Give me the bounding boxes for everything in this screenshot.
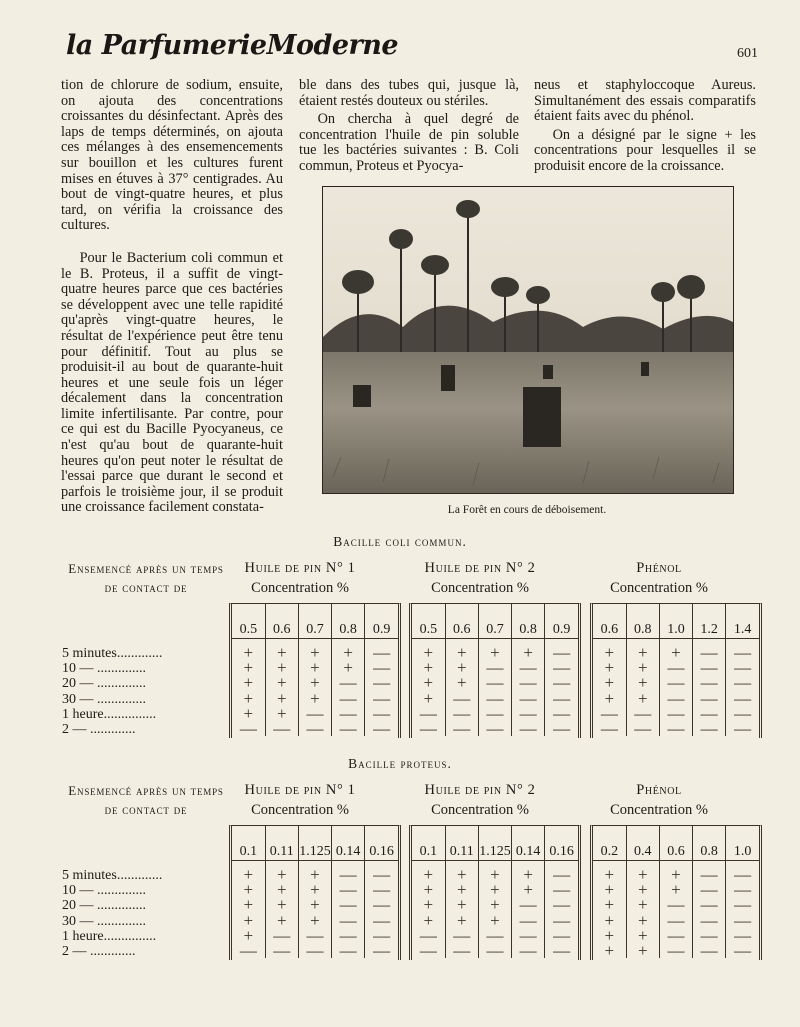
growth-mark: + <box>604 941 615 961</box>
growth-mark: + <box>445 867 478 882</box>
growth-mark: + <box>423 910 434 930</box>
row-header-label: Ensemencé après un temps de contact de <box>68 783 224 817</box>
section-title: Bacille proteus. <box>348 756 452 771</box>
no-growth-mark: — <box>332 867 365 882</box>
paragraph: neus et staphyloccoque Aureus. Simultanément des essais comparatifs étaient faits avec du phénol. <box>534 77 756 125</box>
concentration-value: 0.6 <box>265 604 298 639</box>
no-growth-mark: — <box>365 913 398 928</box>
no-growth-mark: — <box>478 706 511 721</box>
no-growth-mark: — <box>365 943 398 958</box>
group-title: Huile de pin N° 2 <box>424 782 536 798</box>
results-grid <box>232 604 398 739</box>
no-growth-mark: — <box>726 928 759 943</box>
concentration-value: 1.0 <box>659 604 692 639</box>
no-growth-mark: — <box>512 897 545 912</box>
growth-mark: + <box>604 673 615 693</box>
no-growth-mark: — <box>545 721 578 736</box>
no-growth-mark: — <box>365 721 398 736</box>
concentration-header-row <box>232 826 398 861</box>
group-header <box>390 780 570 820</box>
no-growth-mark: — <box>659 928 692 943</box>
growth-mark: + <box>604 643 615 662</box>
no-growth-mark: — <box>726 706 759 721</box>
group-title: Phénol <box>636 560 682 576</box>
concentration-label: Concentration % <box>431 580 529 596</box>
no-growth-mark: — <box>419 703 437 723</box>
concentration-header-row <box>593 604 759 639</box>
growth-mark: + <box>298 867 331 882</box>
no-growth-mark: — <box>445 721 478 736</box>
concentration-value: 0.7 <box>478 604 511 639</box>
group-header <box>210 780 390 820</box>
time-row-label: 5 minutes............. <box>62 646 163 661</box>
no-growth-mark: — <box>693 721 726 736</box>
concentration-header-row <box>593 826 759 861</box>
growth-mark: + <box>423 688 434 708</box>
no-growth-mark: — <box>693 897 726 912</box>
no-growth-mark: — <box>693 645 726 660</box>
no-growth-mark: — <box>726 645 759 660</box>
no-growth-mark: — <box>659 721 692 736</box>
paragraph: ble dans des tubes qui, jusque là, étaient restés douteux ou stériles. <box>299 77 519 109</box>
no-growth-mark: — <box>726 882 759 897</box>
growth-mark: + <box>243 880 254 900</box>
growth-mark: + <box>604 865 615 884</box>
no-growth-mark: — <box>365 706 398 721</box>
no-growth-mark: — <box>332 897 365 912</box>
growth-mark: + <box>423 895 434 915</box>
no-growth-mark: — <box>659 913 692 928</box>
no-growth-mark: — <box>365 645 398 660</box>
concentration-value: 0.8 <box>693 826 726 861</box>
concentration-value: 0.16 <box>365 826 398 861</box>
concentration-value: 0.4 <box>626 826 659 861</box>
growth-mark: + <box>445 660 478 675</box>
growth-mark: + <box>626 928 659 943</box>
no-growth-mark: — <box>545 675 578 690</box>
growth-mark: + <box>659 882 692 897</box>
growth-mark: + <box>478 867 511 882</box>
no-growth-mark: — <box>626 721 659 736</box>
time-row-label: 30 — .............. <box>62 691 146 707</box>
no-growth-mark: — <box>332 691 365 706</box>
no-growth-mark: — <box>600 703 618 723</box>
no-growth-mark: — <box>265 928 298 943</box>
concentration-value: 0.14 <box>332 826 365 861</box>
growth-mark: + <box>626 675 659 690</box>
no-growth-mark: — <box>726 691 759 706</box>
no-growth-mark: — <box>659 691 692 706</box>
growth-mark: + <box>298 882 331 897</box>
photo-caption: La Forêt en cours de déboisement. <box>447 504 607 516</box>
no-growth-mark: — <box>478 675 511 690</box>
growth-mark: + <box>478 645 511 660</box>
no-growth-mark: — <box>365 882 398 897</box>
concentration-value: 0.14 <box>512 826 545 861</box>
no-growth-mark: — <box>239 941 257 961</box>
no-growth-mark: — <box>298 928 331 943</box>
results-table <box>590 825 762 960</box>
time-row-label: 2 — ............. <box>62 721 136 737</box>
growth-mark: + <box>243 658 254 678</box>
time-row-label: 20 — .............. <box>62 898 146 914</box>
no-growth-mark: — <box>332 882 365 897</box>
no-growth-mark: — <box>726 675 759 690</box>
no-growth-mark: — <box>265 721 298 736</box>
no-growth-mark: — <box>545 660 578 675</box>
no-growth-mark: — <box>659 897 692 912</box>
concentration-value: 0.8 <box>512 604 545 639</box>
no-growth-mark: — <box>298 943 331 958</box>
no-growth-mark: — <box>332 943 365 958</box>
growth-mark: + <box>243 910 254 930</box>
no-growth-mark: — <box>600 719 618 739</box>
growth-mark: + <box>243 643 254 662</box>
no-growth-mark: — <box>726 943 759 958</box>
results-grid <box>593 826 759 961</box>
no-growth-mark: — <box>545 882 578 897</box>
page-number: 601 <box>737 46 758 61</box>
group-title: Phénol <box>636 782 682 798</box>
growth-mark: + <box>626 867 659 882</box>
growth-mark: + <box>478 913 511 928</box>
concentration-value: 0.9 <box>365 604 398 639</box>
concentration-label: Concentration % <box>251 580 349 596</box>
concentration-header-row <box>412 604 578 639</box>
row-header-label: Ensemencé après un temps de contact de <box>68 561 224 595</box>
paragraph: tion de chlorure de sodium, ensuite, on ajouta des concentrations croissantes du désinfectant. Après des laps de temps déterminés, on ajouta ces mélanges à des ensemencements sur bouillon et les cultures furent mises en étuves à 37° centigrades. Au bout de vingt-quatre heures, et plus tard, on vérifia la croissance des cultures. <box>61 77 283 234</box>
growth-mark: + <box>604 688 615 708</box>
group-header <box>210 558 390 598</box>
results-grid <box>412 826 578 961</box>
growth-mark: + <box>478 897 511 912</box>
no-growth-mark: — <box>545 913 578 928</box>
no-growth-mark: — <box>545 897 578 912</box>
concentration-label: Concentration % <box>610 802 708 818</box>
time-row-label: 10 — .............. <box>62 661 146 677</box>
concentration-value: 0.5 <box>412 604 445 639</box>
results-grid <box>412 604 578 739</box>
text-column-2 <box>299 78 519 175</box>
growth-mark: + <box>626 882 659 897</box>
no-growth-mark: — <box>512 913 545 928</box>
growth-mark: + <box>298 913 331 928</box>
growth-mark: + <box>626 645 659 660</box>
no-growth-mark: — <box>419 719 437 739</box>
growth-mark: + <box>478 882 511 897</box>
growth-mark: + <box>445 675 478 690</box>
group-header <box>390 558 570 598</box>
growth-mark: + <box>243 673 254 693</box>
no-growth-mark: — <box>365 691 398 706</box>
no-growth-mark: — <box>726 660 759 675</box>
time-row-labels <box>62 646 220 737</box>
no-growth-mark: — <box>332 721 365 736</box>
concentration-value: 0.1 <box>232 826 265 861</box>
time-row-label: 5 minutes............. <box>62 868 163 883</box>
concentration-label: Concentration % <box>610 580 708 596</box>
time-row-label: 30 — .............. <box>62 913 146 929</box>
no-growth-mark: — <box>478 691 511 706</box>
no-growth-mark: — <box>545 867 578 882</box>
paragraph: On chercha à quel degré de concentration l'huile de pin soluble tue les bactéries suivantes : B. Coli commun, Proteus et Pyocya- <box>299 111 519 174</box>
group-title: Huile de pin N° 2 <box>424 560 536 576</box>
growth-mark: + <box>423 673 434 693</box>
growth-mark: + <box>423 643 434 662</box>
growth-mark: + <box>604 910 615 930</box>
growth-mark: + <box>445 645 478 660</box>
growth-mark: + <box>626 943 659 958</box>
growth-mark: + <box>298 660 331 675</box>
no-growth-mark: — <box>693 913 726 928</box>
no-growth-mark: — <box>693 928 726 943</box>
no-growth-mark: — <box>478 943 511 958</box>
no-growth-mark: — <box>445 928 478 943</box>
concentration-value: 1.125 <box>298 826 331 861</box>
table-row <box>593 721 759 736</box>
no-growth-mark: — <box>726 867 759 882</box>
group-header <box>569 780 749 820</box>
no-growth-mark: — <box>726 897 759 912</box>
no-growth-mark: — <box>693 943 726 958</box>
no-growth-mark: — <box>545 943 578 958</box>
time-row-label: 1 heure............... <box>62 706 157 722</box>
no-growth-mark: — <box>545 691 578 706</box>
no-growth-mark: — <box>365 928 398 943</box>
growth-mark: + <box>604 925 615 945</box>
no-growth-mark: — <box>693 691 726 706</box>
growth-mark: + <box>604 895 615 915</box>
growth-mark: + <box>298 691 331 706</box>
results-table <box>409 825 581 960</box>
concentration-value: 0.8 <box>332 604 365 639</box>
masthead-logo: la ParfumerieModerne <box>66 30 399 61</box>
results-grid <box>593 604 759 739</box>
no-growth-mark: — <box>478 928 511 943</box>
paragraph: Pour le Bacterium coli commun et le B. Proteus, il a suffit de vingt-quatre heures parce que ces bactéries se développent avec une telle rapidité qu'après vingt-quatre heures, le résultat de l'expérience peut être tenu pour définitif. Tout au plus se produisit-il au bout de quarante-huit heures et une seule fois un léger décalement dans la concentration limite infertilisante. Par contre, pour ce qui est du Bacille Pyocyaneus, ce n'est qu'au bout de quarante-huit heures qu'on peut noter le résultat de l'essai parce que durant le second et parfois le troisième jour, il se produit une croissance facilement constata- <box>61 249 283 516</box>
no-growth-mark: — <box>332 913 365 928</box>
growth-mark: + <box>604 880 615 900</box>
concentration-value: 0.16 <box>545 826 578 861</box>
concentration-value: 1.2 <box>693 604 726 639</box>
no-growth-mark: — <box>512 721 545 736</box>
no-growth-mark: — <box>298 706 331 721</box>
concentration-label: Concentration % <box>431 802 529 818</box>
no-growth-mark: — <box>445 943 478 958</box>
table-row <box>412 943 578 958</box>
no-growth-mark: — <box>512 928 545 943</box>
growth-mark: + <box>265 867 298 882</box>
no-growth-mark: — <box>365 675 398 690</box>
group-title: Huile de pin N° 1 <box>244 782 356 798</box>
concentration-value: 0.9 <box>545 604 578 639</box>
no-growth-mark: — <box>659 706 692 721</box>
no-growth-mark: — <box>693 706 726 721</box>
no-growth-mark: — <box>419 941 437 961</box>
growth-mark: + <box>243 688 254 708</box>
no-growth-mark: — <box>626 706 659 721</box>
concentration-value: 0.11 <box>265 826 298 861</box>
results-table <box>590 603 762 738</box>
time-row-label: 10 — .............. <box>62 883 146 899</box>
growth-mark: + <box>265 706 298 721</box>
growth-mark: + <box>265 897 298 912</box>
no-growth-mark: — <box>265 943 298 958</box>
concentration-value: 0.2 <box>593 826 626 861</box>
results-table <box>229 825 401 960</box>
growth-mark: + <box>659 645 692 660</box>
table-row <box>232 943 398 958</box>
concentration-value: 0.7 <box>298 604 331 639</box>
no-growth-mark: — <box>693 660 726 675</box>
results-grid <box>232 826 398 961</box>
section-title: Bacille coli commun. <box>333 534 467 549</box>
concentration-value: 0.8 <box>626 604 659 639</box>
group-header <box>569 558 749 598</box>
no-growth-mark: — <box>445 691 478 706</box>
forest-photo <box>322 186 734 494</box>
concentration-header-row <box>412 826 578 861</box>
no-growth-mark: — <box>512 660 545 675</box>
concentration-header-row <box>232 604 398 639</box>
table-row <box>593 943 759 958</box>
table-row <box>232 721 398 736</box>
growth-mark: + <box>626 913 659 928</box>
no-growth-mark: — <box>659 675 692 690</box>
growth-mark: + <box>243 925 254 945</box>
no-growth-mark: — <box>332 675 365 690</box>
growth-mark: + <box>512 882 545 897</box>
no-growth-mark: — <box>445 706 478 721</box>
text-column-3 <box>534 78 756 175</box>
growth-mark: + <box>423 880 434 900</box>
text-column-1 <box>61 78 283 516</box>
growth-mark: + <box>445 897 478 912</box>
no-growth-mark: — <box>693 882 726 897</box>
growth-mark: + <box>512 645 545 660</box>
time-row-label: 1 heure............... <box>62 928 157 944</box>
growth-mark: + <box>265 882 298 897</box>
no-growth-mark: — <box>545 645 578 660</box>
concentration-value: 0.6 <box>593 604 626 639</box>
no-growth-mark: — <box>365 867 398 882</box>
no-growth-mark: — <box>512 943 545 958</box>
concentration-value: 1.0 <box>726 826 759 861</box>
growth-mark: + <box>659 867 692 882</box>
no-growth-mark: — <box>512 706 545 721</box>
concentration-value: 0.5 <box>232 604 265 639</box>
no-growth-mark: — <box>365 897 398 912</box>
growth-mark: + <box>512 867 545 882</box>
group-title: Huile de pin N° 1 <box>244 560 356 576</box>
no-growth-mark: — <box>659 660 692 675</box>
growth-mark: + <box>265 675 298 690</box>
forest-clearing-image <box>323 187 733 493</box>
no-growth-mark: — <box>512 691 545 706</box>
no-growth-mark: — <box>693 675 726 690</box>
no-growth-mark: — <box>419 925 437 945</box>
growth-mark: + <box>243 703 254 723</box>
no-growth-mark: — <box>659 943 692 958</box>
growth-mark: + <box>298 645 331 660</box>
no-growth-mark: — <box>478 721 511 736</box>
concentration-value: 1.125 <box>478 826 511 861</box>
growth-mark: + <box>626 691 659 706</box>
results-table <box>229 603 401 738</box>
no-growth-mark: — <box>332 706 365 721</box>
growth-mark: + <box>265 660 298 675</box>
growth-mark: + <box>423 865 434 884</box>
growth-mark: + <box>626 660 659 675</box>
paragraph: On a désigné par le signe + les concentrations pour lesquelles il se produisit encore de la croissance. <box>534 126 756 174</box>
time-row-label: 2 — ............. <box>62 943 136 959</box>
growth-mark: + <box>298 897 331 912</box>
no-growth-mark: — <box>545 928 578 943</box>
growth-mark: + <box>265 691 298 706</box>
no-growth-mark: — <box>726 913 759 928</box>
concentration-value: 0.6 <box>659 826 692 861</box>
no-growth-mark: — <box>365 660 398 675</box>
no-growth-mark: — <box>512 675 545 690</box>
no-growth-mark: — <box>298 721 331 736</box>
no-growth-mark: — <box>239 719 257 739</box>
growth-mark: + <box>332 645 365 660</box>
growth-mark: + <box>332 660 365 675</box>
growth-mark: + <box>243 865 254 884</box>
growth-mark: + <box>423 658 434 678</box>
concentration-label: Concentration % <box>251 802 349 818</box>
no-growth-mark: — <box>545 706 578 721</box>
growth-mark: + <box>265 913 298 928</box>
growth-mark: + <box>626 897 659 912</box>
concentration-value: 1.4 <box>726 604 759 639</box>
time-row-label: 20 — .............. <box>62 676 146 692</box>
concentration-value: 0.6 <box>445 604 478 639</box>
no-growth-mark: — <box>726 721 759 736</box>
growth-mark: + <box>265 645 298 660</box>
concentration-value: 0.1 <box>412 826 445 861</box>
growth-mark: + <box>243 895 254 915</box>
growth-mark: + <box>298 675 331 690</box>
growth-mark: + <box>445 913 478 928</box>
no-growth-mark: — <box>693 867 726 882</box>
results-table <box>409 603 581 738</box>
concentration-value: 0.11 <box>445 826 478 861</box>
no-growth-mark: — <box>332 928 365 943</box>
table-row <box>412 721 578 736</box>
growth-mark: + <box>604 658 615 678</box>
no-growth-mark: — <box>478 660 511 675</box>
time-row-labels <box>62 868 220 959</box>
growth-mark: + <box>445 882 478 897</box>
